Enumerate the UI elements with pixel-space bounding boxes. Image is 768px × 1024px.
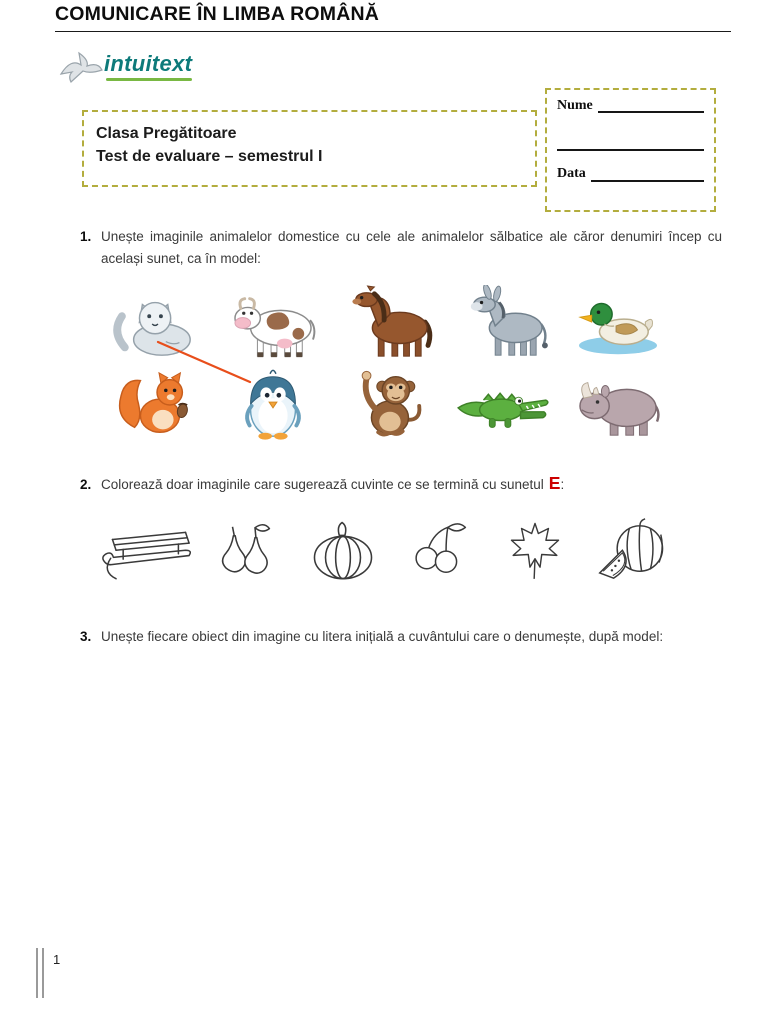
question-1-text: Unește imaginile animalelor domestice cu cele ale animalelor sălbatice ale căror denumiri încep cu același sunet, ca în model: xyxy=(101,229,722,266)
bird-logo-icon xyxy=(58,50,104,84)
date-row xyxy=(557,166,704,181)
q2-cell-leaf xyxy=(487,506,583,598)
name-write-line-1 xyxy=(598,99,704,113)
name-write-line-2 xyxy=(557,137,704,151)
logo-text-block xyxy=(104,53,192,81)
logo-text: intuitext xyxy=(104,51,193,76)
q1-animal-grid xyxy=(100,284,675,444)
q2-image-row xyxy=(100,506,680,598)
q2-cell-pears xyxy=(198,506,294,598)
model-connection-line xyxy=(100,284,675,444)
name-row xyxy=(557,98,704,113)
logo-tagline-bar xyxy=(106,78,192,81)
class-info-box xyxy=(82,110,537,187)
q2-cell-sled xyxy=(100,506,198,598)
question-2-text-before: Colorează doar imaginile care sugerează cuvinte ce se termină cu sunetul xyxy=(101,477,544,492)
question-3 xyxy=(80,626,722,648)
pumpkin-image xyxy=(297,514,389,590)
sled-image xyxy=(100,514,198,590)
date-write-line xyxy=(591,168,704,182)
document-title: COMUNICARE ÎN LIMBA ROMÂNĂ xyxy=(55,3,731,32)
question-1-number: 1. xyxy=(80,229,92,244)
intuitext-logo xyxy=(58,50,192,84)
question-2 xyxy=(80,474,722,496)
target-sound-letter: E xyxy=(548,473,561,493)
name-date-box xyxy=(545,88,716,212)
name-row-2 xyxy=(557,137,704,151)
question-3-number: 3. xyxy=(80,629,92,644)
class-name: Clasa Pregătitoare xyxy=(96,125,237,142)
footer-decoration-bars xyxy=(36,948,44,998)
pears-image xyxy=(201,514,291,590)
date-label: Data xyxy=(557,166,586,182)
question-2-number: 2. xyxy=(80,477,92,492)
q2-cell-cherries xyxy=(391,506,487,598)
question-2-text-after: : xyxy=(560,477,565,492)
page-number: 1 xyxy=(53,952,61,967)
question-3-text: Unește fiecare obiect din imagine cu litera inițială a cuvântului care o denumește, după model: xyxy=(101,629,664,644)
question-1 xyxy=(80,226,722,269)
q2-cell-pumpkin xyxy=(294,506,390,598)
test-name: Test de evaluare – semestrul I xyxy=(96,148,323,165)
maple-leaf-image xyxy=(493,514,577,590)
cherries-image xyxy=(395,514,483,590)
q2-cell-watermelon xyxy=(584,506,680,598)
watermelon-image xyxy=(584,514,680,590)
name-label: Nume xyxy=(557,98,593,113)
question-2-text xyxy=(101,474,722,496)
